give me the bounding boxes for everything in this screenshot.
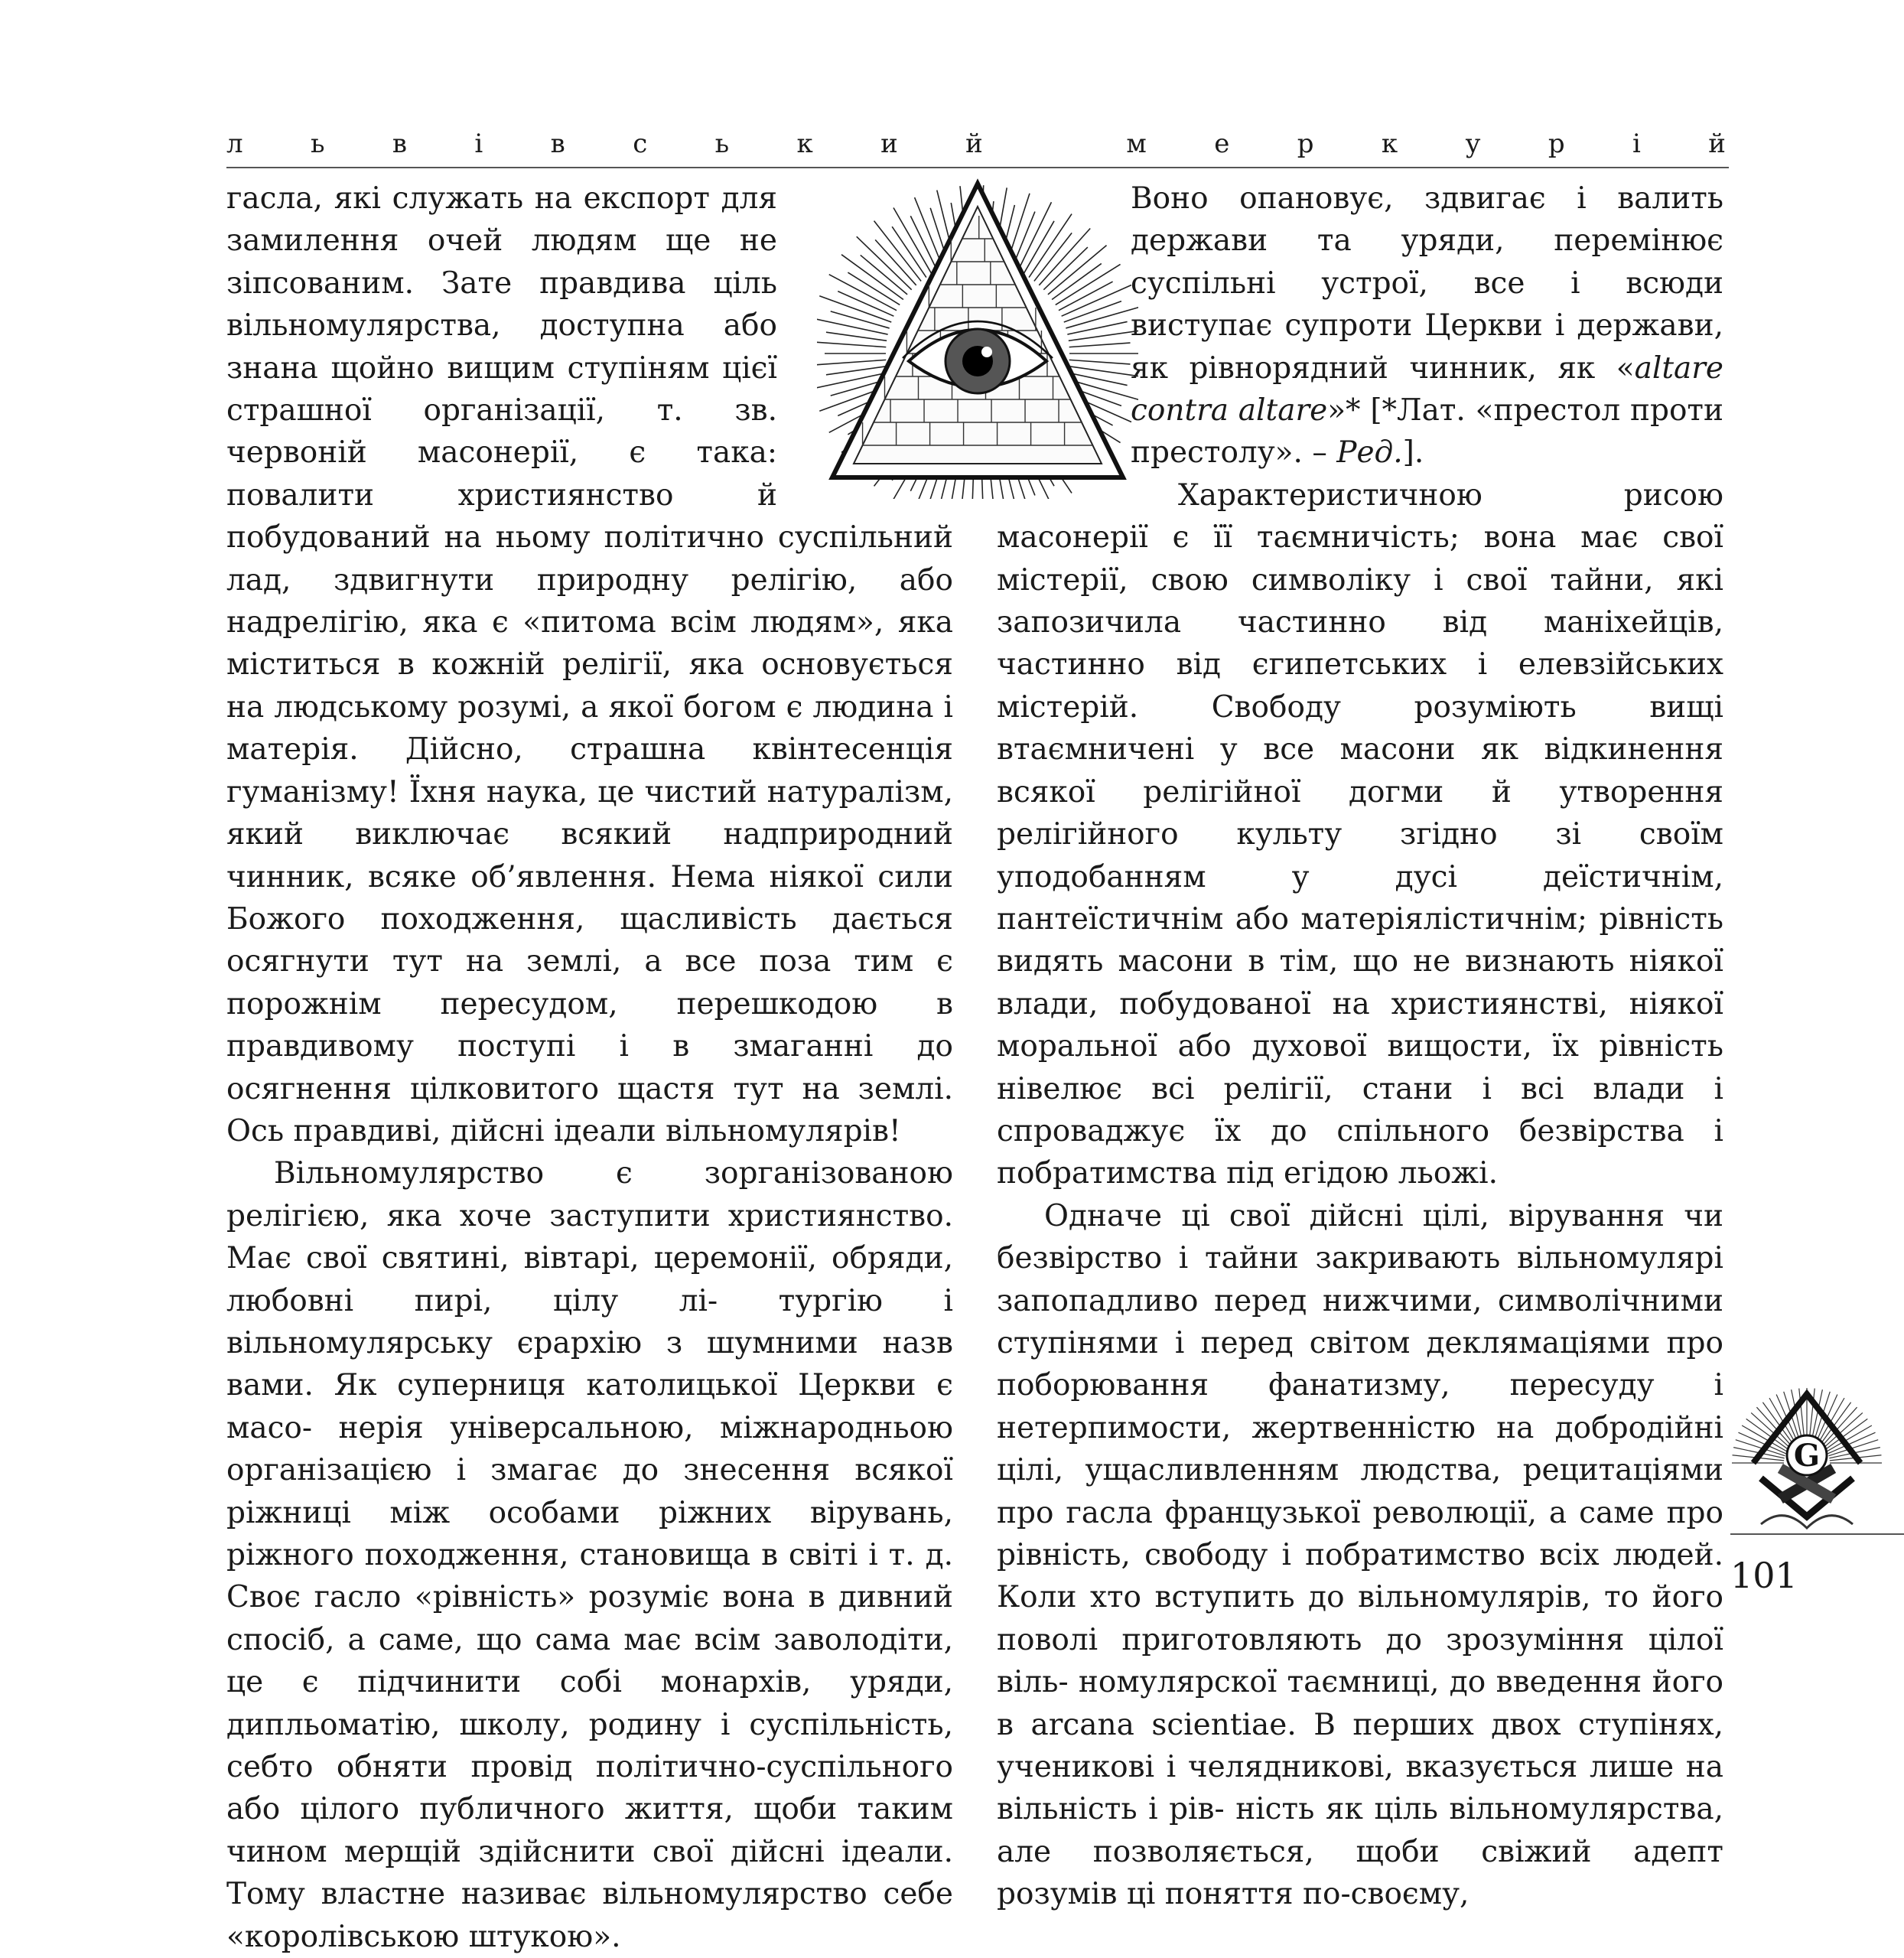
running-header-letter: к [1381, 129, 1398, 159]
right-p1-latin: altare contra altare [1131, 350, 1723, 428]
running-header-letter: р [1548, 129, 1565, 159]
running-header-letters [226, 129, 1726, 159]
running-header-letter: к [796, 129, 813, 159]
running-header-letter: м [1126, 129, 1147, 159]
running-header [226, 129, 1726, 159]
running-header-letter: і [474, 129, 483, 159]
running-header-letter: у [1465, 129, 1481, 159]
all-seeing-eye-pyramid-icon [817, 170, 1138, 499]
running-header-letter: р [1297, 129, 1314, 159]
running-header-letter [1050, 129, 1059, 159]
running-header-letter: и [880, 129, 898, 159]
left-paragraph-1: гасла, які служать на експорт для замилення очей людям ще не зіпсованим. Зате правдива ціль вільномулярства, доступна або знана щойно вищим ступіням цієї страшної організації, т. зв. червоній масонерії, є така: повалити християнство й побудований на ньому політично суспільний лад, здвигнути природну релігію, або надрелігію, яка є «питома всім людям», яка міститься в кожній релігії, яка основується на людському розумі, а якої богом є людина і матерія. Дійсно, страшна квінтесенція гуманізму! Їхня наука, це чистий натуралізм, який виключає всякий надприродний чинник, всяке об’явлення. Нема ніякої сили Божого походження, щасливість дається осягнути тут на землі, а все поза тим є порожнім пересудом, перешкодою в правдивому поступі і в змаганні до осягнення цілковитого щастя тут на землі. Ось правдиві, дійсні ідеали вільномулярів! [226, 181, 953, 1148]
page-number: 101 [1730, 1555, 1798, 1596]
svg-text:G: G [1793, 1438, 1821, 1474]
right-p1-text-a: Воно опановує, здвигає і валить держави та уряди, перемінює суспільні устрої, все і всюди виступає супроти Церкви і держави, як рівнорядний чинник, як « [1131, 181, 1723, 386]
running-header-letter: ь [714, 129, 730, 159]
right-p1-text-b: »* [*Лат. «престол проти престолу». – [1131, 393, 1723, 471]
masonic-square-compass-g-icon [1730, 1363, 1883, 1539]
right-paragraph-2: Характеристичною рисою масонерії є її таємничість; вона має свої містерії, свою символіку і свої тайни, які запозичила частинно від маніхейців, частинно від єгипетських і елевзійських містерій. Свободу розуміють вищі втаємничені у все масони як відкинення всякої релігійної догми й утворення релігійного культу згідно зі своїм уподобанням у дусі деїстичнім, пантеїстичнім або матеріялістичнім; рівність видять масони в тім, що не визнають ніякої влади, побудованої на християнстві, ніякої моральної або духової вищости, їх рівність нівелює всі релігії, стани і всі влади і спроваджує їх до спільного безвірства і побратимства під егідою льожі. [997, 477, 1723, 1191]
left-paragraph-2: Вільномулярство є зорганізованою релігією, яка хоче заступити християнство. Має свої святині, вівтарі, церемонії, обряди, любовні пирі, цілу лі- тургію і вільномулярську єрархію з шумними назв вами. Як суперниця католицької Церкви є масо- нерія універсальною, міжнародньою організацією і змагає до знесення всякої ріжниці між особами ріжних вірувань, ріжного походження, становища в світі і т. д. Своє гасло «рівність» розуміє вона в дивний спосіб, а саме, що сама має всім заволодіти, це є підчинити собі монархів, уряди, дипльоматію, школу, родину і суспільність, себто обняти провід політично-суспільного або цілого публичного життя, щоби таким чином мерщій здійснити свої дійсні ідеали. Тому властне називає вільномулярство себе «королівською штукою». [226, 1156, 953, 1954]
running-header-letter: й [965, 129, 983, 159]
running-header-letter: в [550, 129, 565, 159]
right-p1-text-c: ]. [1402, 435, 1424, 471]
running-header-letter: с [633, 129, 648, 159]
running-header-letter: і [1632, 129, 1641, 159]
running-header-letter: л [226, 129, 243, 159]
running-header-letter: й [1708, 129, 1726, 159]
running-header-letter: в [392, 129, 408, 159]
running-header-letter: ь [310, 129, 325, 159]
right-paragraph-3: Одначе ці свої дійсні цілі, вірування чи безвірство і тайни закривають вільномулярі запопадливо перед нижчими, символічними ступінями і перед світом деклямаціями про поборювання фанатизму, пересуду і нетерпимости, жертвенністю на добродійні цілі, ущасливленням людства, рецитаціями про гасла французької революції, а саме про рівність, свободу і побратимство всіх людей. Коли хто вступить до вільномулярів, то його поволі приготовляють до зрозуміння цілої віль- номулярскої таємниці, до введення його в arcana scientiae. В перших двох ступінях, ученикові і челядникові, вказується лише на вільність і рів- ність як ціль вільномулярства, але позволяється, щоби свіжий адепт розумів ці поняття по-своєму, [997, 1198, 1723, 1912]
right-p1-editor: Ред. [1336, 435, 1403, 471]
footer-rule [1730, 1533, 1904, 1535]
running-header-letter: е [1214, 129, 1230, 159]
header-rule [226, 167, 1729, 168]
